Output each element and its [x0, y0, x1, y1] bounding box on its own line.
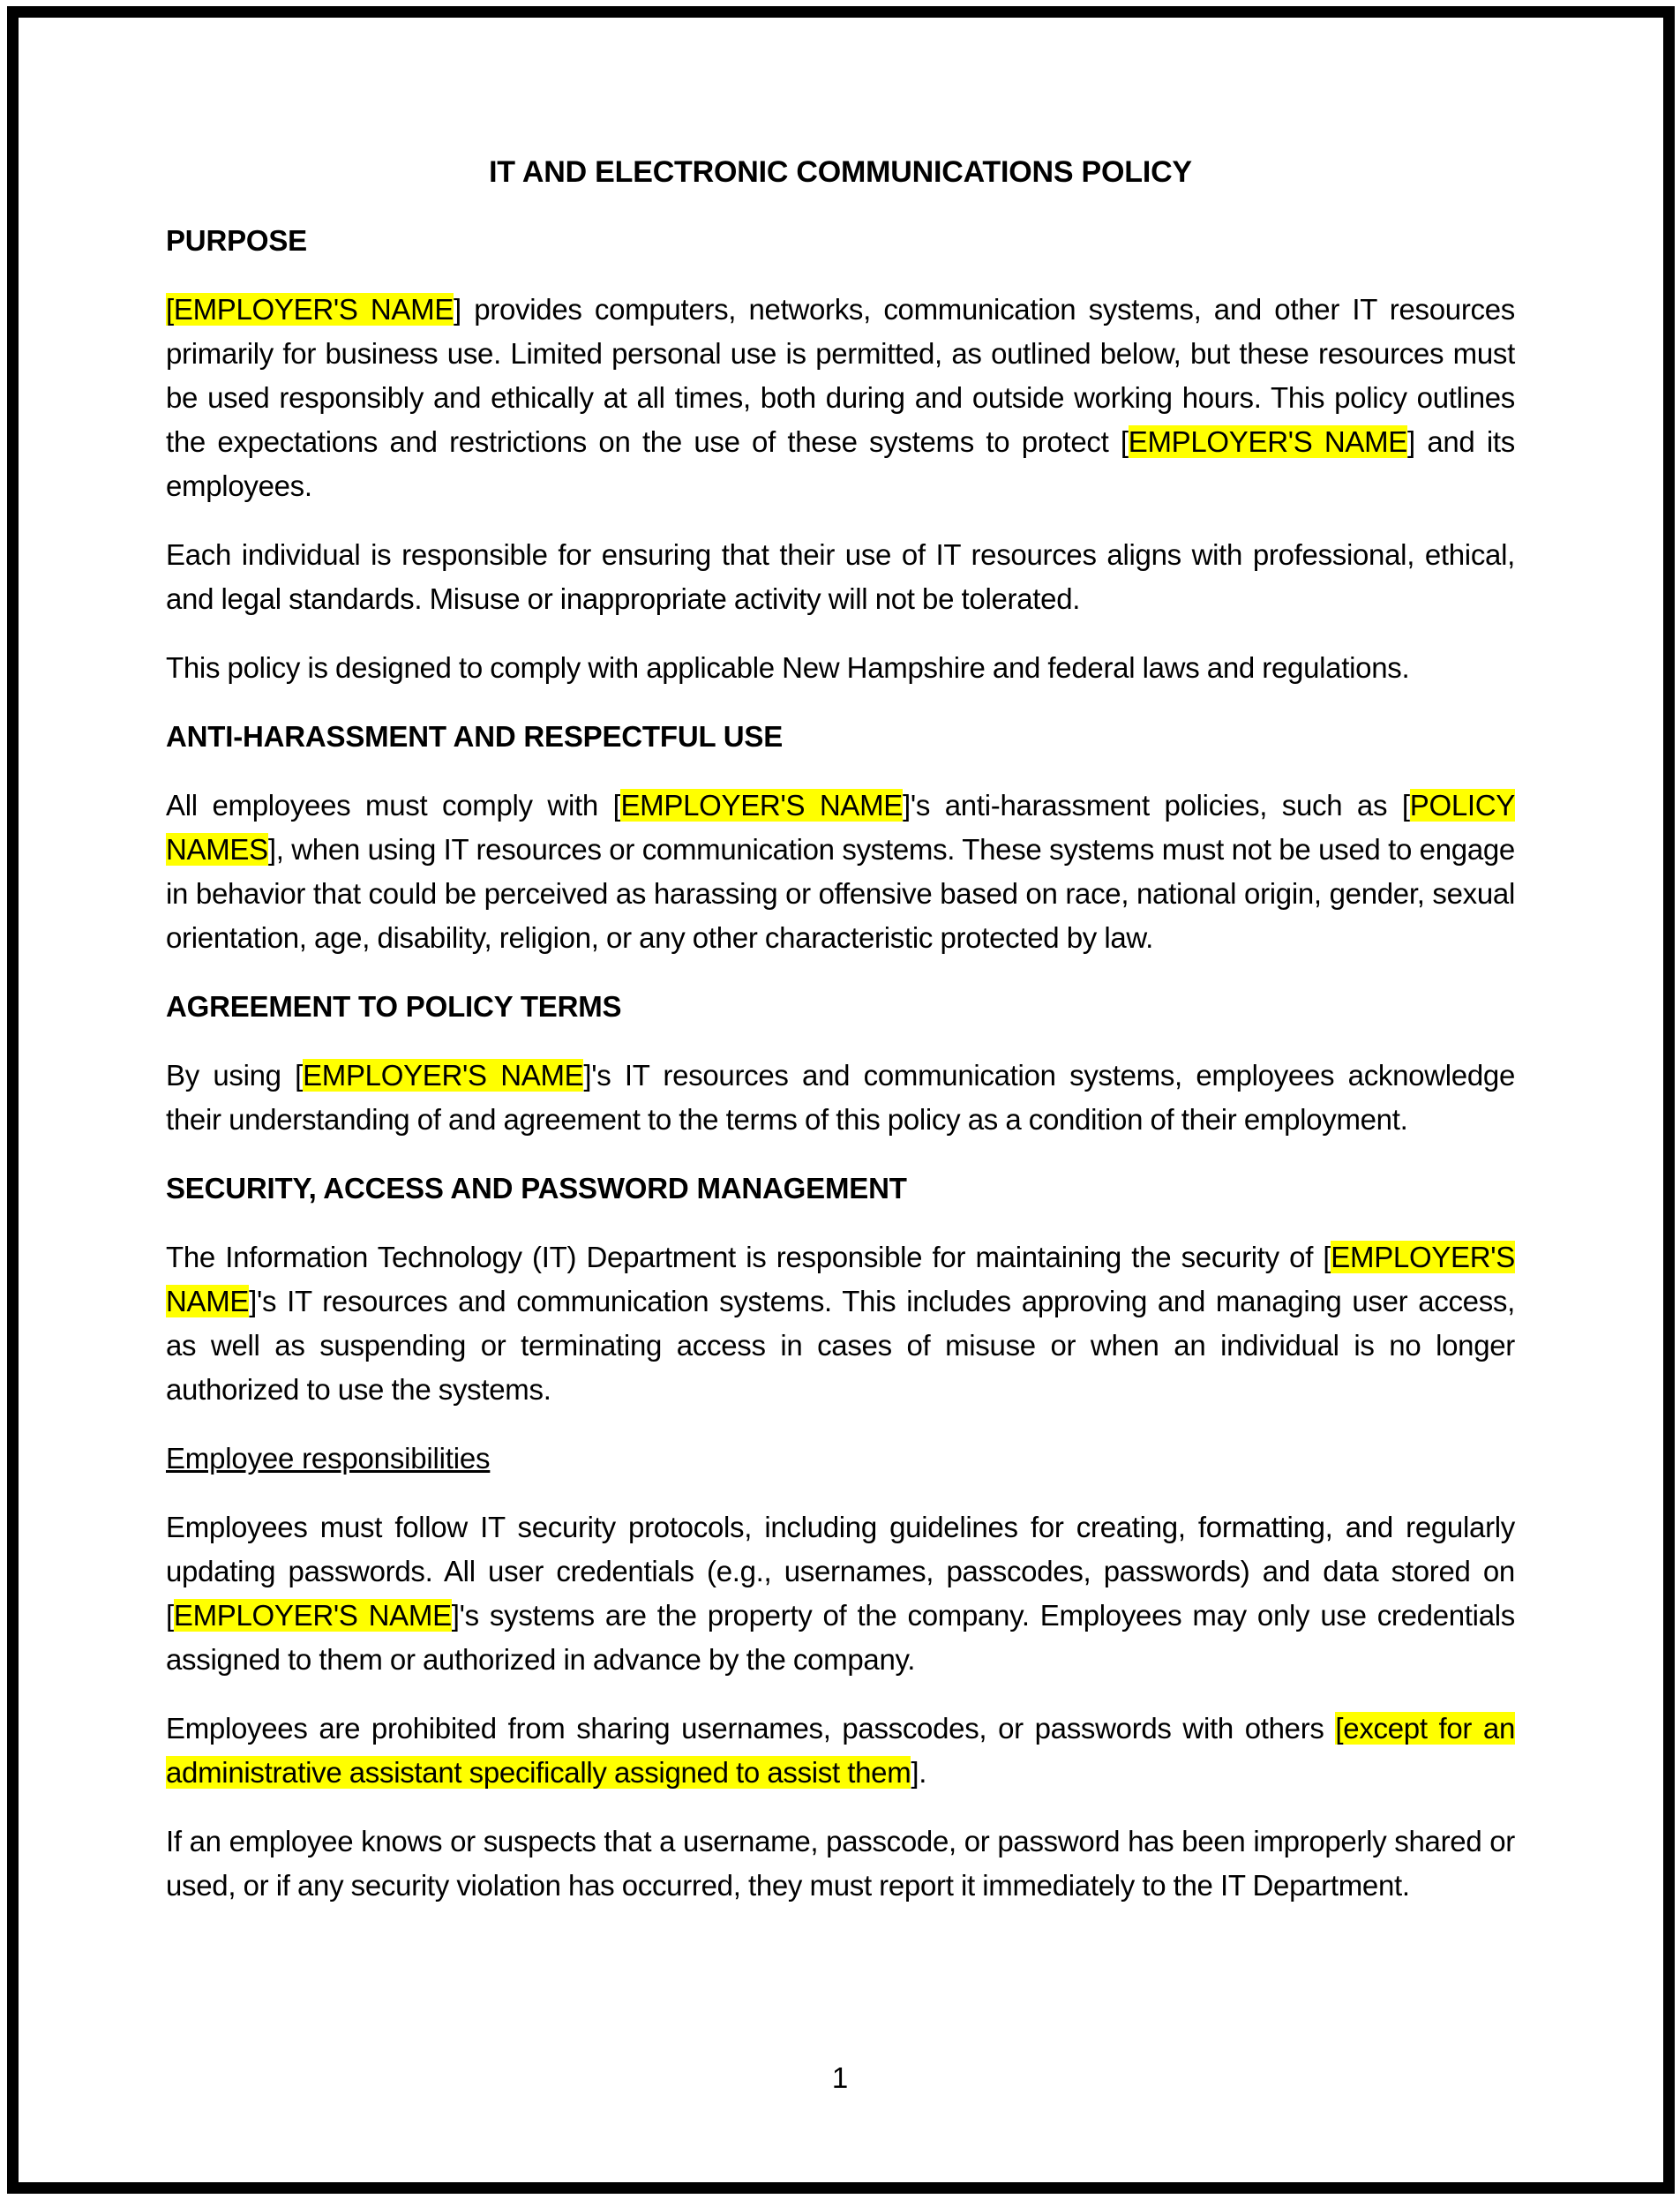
document-title: IT AND ELECTRONIC COMMUNICATIONS POLICY: [489, 155, 1192, 189]
text-run: All employees must comply with [: [166, 789, 621, 822]
text-run: The Information Technology (IT) Department is responsible for maintaining the security of [: [166, 1241, 1331, 1273]
highlight-placeholder: EMPLOYER'S NAME: [620, 789, 903, 822]
highlight-placeholder: [EMPLOYER'S NAME: [166, 293, 454, 326]
highlight-placeholder: EMPLOYER'S NAME: [303, 1059, 584, 1092]
text-run: ], when using IT resources or communication systems. These systems must not be used to engage in behavior that could be perceived as harassing or offensive based on race, national origin, gender, sexual orientation, age, disability, religion, or any other characteristic protected by law.: [166, 833, 1515, 954]
text-run: Employees must follow IT security protocols, including guidelines for creating, formatting, and regularly updating passwords. All user credentials (e.g., usernames, passcodes, passwords) and data stored on [: [166, 1511, 1515, 1632]
text-run: This policy is designed to comply with applicable New Hampshire and federal laws and regulations.: [166, 651, 1410, 684]
document-content: [166, 150, 1515, 1933]
text-run: ] and its employees.: [166, 425, 1515, 502]
paragraph: [166, 646, 1515, 690]
paragraph: [166, 1235, 1515, 1412]
page-number: 1: [831, 2061, 849, 2094]
highlight-placeholder: EMPLOYER'S NAME: [173, 1599, 452, 1632]
highlight-placeholder: [except for an administrative assistant specifically assigned to assist them: [166, 1712, 1515, 1789]
highlight-placeholder: EMPLOYER'S NAME: [1128, 425, 1408, 458]
text-run: ].: [911, 1756, 927, 1789]
paragraph: [166, 784, 1515, 960]
text-run: If an employee knows or suspects that a username, passcode, or password has been improperly shared or used, or if any security violation has occurred, they must report it immediately to the IT Department.: [166, 1825, 1515, 1902]
text-run: ]'s systems are the property of the company. Employees may only use credentials assigned to them or authorized in advance by the company.: [166, 1599, 1515, 1676]
highlight-placeholder: EMPLOYER'S NAME: [166, 1241, 1515, 1317]
section-heading: SECURITY, ACCESS AND PASSWORD MANAGEMENT: [166, 1172, 907, 1205]
section-heading: AGREEMENT TO POLICY TERMS: [166, 990, 622, 1023]
section-heading: ANTI-HARASSMENT AND RESPECTFUL USE: [166, 720, 784, 753]
paragraph: [166, 1054, 1515, 1142]
document-body: [166, 219, 1515, 1908]
text-run: ]'s anti-harassment policies, such as [: [903, 789, 1410, 822]
text-run: ]'s IT resources and communication systems, employees acknowledge their understanding of and agreement to the terms of this policy as a condition of their employment.: [166, 1059, 1515, 1136]
paragraph: [166, 1707, 1515, 1795]
text-run: ] provides computers, networks, communication systems, and other IT resources primarily for business use. Limited personal use is permitted, as outlined below, but these resources must be used responsibly and ethically at all times, both during and outside working hours. This policy outlines the expectations and restrictions on the use of these systems to protect [: [166, 293, 1515, 458]
highlight-placeholder: POLICY NAMES: [166, 789, 1515, 866]
paragraph: [166, 533, 1515, 621]
text-run: By using [: [166, 1059, 304, 1092]
section-heading: PURPOSE: [166, 224, 307, 257]
text-run: Employees are prohibited from sharing usernames, passcodes, or passwords with others: [166, 1712, 1336, 1745]
section-subheading: Employee responsibilities: [166, 1442, 491, 1475]
paragraph: [166, 288, 1515, 508]
paragraph: [166, 1505, 1515, 1682]
paragraph: [166, 1820, 1515, 1908]
text-run: Each individual is responsible for ensuring that their use of IT resources aligns with professional, ethical, and legal standards. Misuse or inappropriate activity will not be tolerated.: [166, 538, 1515, 615]
text-run: ]'s IT resources and communication systems. This includes approving and managing user access, as well as suspending or terminating access in cases of misuse or when an individual is no longer authorized to use the systems.: [166, 1285, 1515, 1406]
